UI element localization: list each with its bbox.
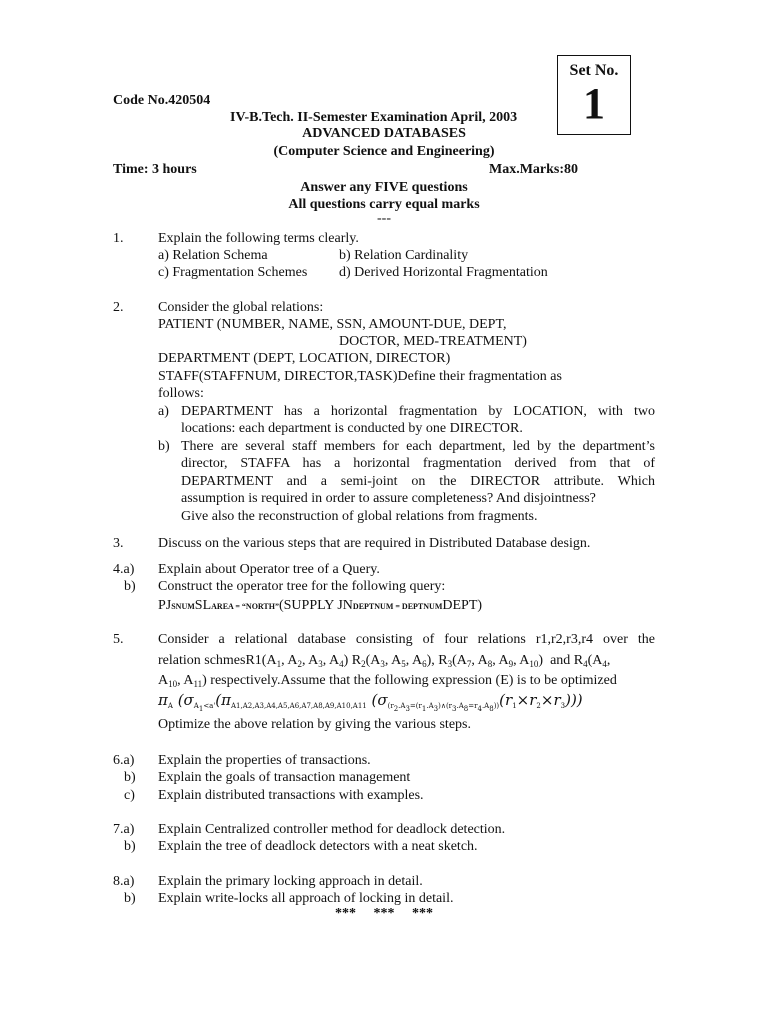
set-label: Set No. bbox=[569, 62, 619, 79]
q2-department-relation: DEPARTMENT (DEPT, LOCATION, DIRECTOR) bbox=[158, 351, 451, 366]
q2-patient-relation-cont: DOCTOR, MED-TREATMENT) bbox=[339, 334, 527, 349]
q4-query-dept: DEPT) bbox=[442, 598, 483, 613]
q7b-number: b) bbox=[124, 839, 136, 854]
instruction-marks: All questions carry equal marks bbox=[288, 197, 480, 212]
q2-part-b-line: DEPARTMENT and a semi-joint on the DIRECTOR attribute. Which bbox=[181, 474, 655, 489]
q6a-text: Explain the properties of transactions. bbox=[158, 753, 371, 768]
q5-line: Consider a relational database consisting of four relations r1,r2,r3,r4 over the bbox=[158, 632, 655, 647]
time-allowed: Time: 3 hours bbox=[113, 162, 197, 177]
q4a-number: 4.a) bbox=[113, 562, 135, 577]
q4b-number: b) bbox=[124, 579, 136, 594]
q6c-number: c) bbox=[124, 788, 135, 803]
q4-query-expression bbox=[158, 598, 482, 615]
q4-query-sl: SL bbox=[194, 598, 212, 613]
q4-query-pj: PJ bbox=[158, 598, 172, 613]
q5-line: $A_{10}$, $A_{11}$) respectively.Assume that the following expression (E) is to be optimized bbox=[158, 673, 617, 689]
q4-query-cond: DEPTNUM = DEPTNUM bbox=[352, 602, 443, 611]
q1-option-b: b) Relation Cardinality bbox=[339, 248, 469, 263]
q5-expression: $\pi_A$ ($\sigma_{A_1<a'}(\pi_{A1,A2,A3,A4,A5,A6,A7,A8,A9,A10,A11}$ $(\sigma_{(r_2.A_3=(r_1.A_3)\wedge(r_3.A_8=r_4.A_8))}(r_1\times r_2\times r_3))$) bbox=[158, 691, 583, 713]
q8b-text: Explain write-locks all approach of locking in detail. bbox=[158, 891, 454, 906]
q1-number: 1. bbox=[113, 231, 124, 246]
q4a-text: Explain about Operator tree of a Query. bbox=[158, 562, 380, 577]
q8b-number: b) bbox=[124, 891, 136, 906]
q4-query-supply: (SUPPLY JN bbox=[278, 598, 353, 613]
code-number: Code No.420504 bbox=[113, 93, 211, 108]
q2-part-b-line: assumption is required in order to assure completeness? And disjointness? bbox=[181, 491, 596, 506]
q2-part-b-line: There are several staff members for each department, led by the department’s bbox=[181, 439, 655, 454]
q2-number: 2. bbox=[113, 300, 124, 315]
header-separator: --- bbox=[377, 211, 391, 226]
q1-option-a: a) Relation Schema bbox=[158, 248, 268, 263]
q3-number: 3. bbox=[113, 536, 124, 551]
q1-text: Explain the following terms clearly. bbox=[158, 231, 359, 246]
q5-relation-schemes: relation $schmesR1(A_1$, $A_2$, $A_3$, $A_4$) $R_2(A_3$, $A_5$, $A_6$), $R_3(A_7$, $A_8$, $A_9$, $A_{10}$) and $R_4(A_4$, bbox=[158, 653, 611, 669]
q1-option-c: c) Fragmentation Schemes bbox=[158, 265, 308, 280]
exam-title: IV-B.Tech. II-Semester Examination April, 2003 bbox=[230, 110, 518, 125]
max-marks: Max.Marks:80 bbox=[489, 162, 579, 177]
q6b-text: Explain the goals of transaction management bbox=[158, 770, 411, 785]
q7b-text: Explain the tree of deadlock detectors with a neat sketch. bbox=[158, 839, 478, 854]
subject-title: ADVANCED DATABASES bbox=[302, 126, 466, 141]
q6a-number: 6.a) bbox=[113, 753, 135, 768]
end-stars: *** *** *** bbox=[335, 906, 433, 921]
set-number-box bbox=[557, 55, 631, 135]
set-number: 1 bbox=[583, 79, 605, 128]
q1-option-d: d) Derived Horizontal Fragmentation bbox=[339, 265, 548, 280]
q4-query-area: AREA = “NORTH” bbox=[211, 602, 279, 611]
q7a-number: 7.a) bbox=[113, 822, 135, 837]
q2-part-b-label: b) bbox=[158, 439, 170, 454]
q2-part-a-line: locations: each department is conducted by one DIRECTOR. bbox=[181, 421, 523, 436]
q2-part-a-line: DEPARTMENT has a horizontal fragmentation by LOCATION, with two bbox=[181, 404, 655, 419]
q5-line: Optimize the above relation by giving the various steps. bbox=[158, 717, 471, 732]
q2-part-b-line: director, STAFFA has a horizontal fragmentation derived from that of bbox=[181, 456, 655, 471]
q7a-text: Explain Centralized controller method for deadlock detection. bbox=[158, 822, 506, 837]
q4b-text: Construct the operator tree for the following query: bbox=[158, 579, 446, 594]
q5-number: 5. bbox=[113, 632, 124, 647]
q4-query-snum: SNUM bbox=[171, 602, 195, 611]
q2-part-a-label: a) bbox=[158, 404, 169, 419]
q2-patient-relation: PATIENT (NUMBER, NAME, SSN, AMOUNT-DUE, DEPT, bbox=[158, 317, 507, 332]
q8a-text: Explain the primary locking approach in detail. bbox=[158, 874, 423, 889]
q2-part-b-line: Give also the reconstruction of global relations from fragments. bbox=[181, 509, 538, 524]
q2-staff-relation: STAFF(STAFFNUM, DIRECTOR,TASK)Define their fragmentation as bbox=[158, 369, 562, 384]
q8a-number: 8.a) bbox=[113, 874, 135, 889]
q6c-text: Explain distributed transactions with examples. bbox=[158, 788, 424, 803]
instruction-answer: Answer any FIVE questions bbox=[300, 180, 468, 195]
q2-line: follows: bbox=[158, 386, 204, 401]
branch-title: (Computer Science and Engineering) bbox=[273, 144, 495, 159]
q3-text: Discuss on the various steps that are required in Distributed Database design. bbox=[158, 536, 591, 551]
q2-line: Consider the global relations: bbox=[158, 300, 324, 315]
q6b-number: b) bbox=[124, 770, 136, 785]
